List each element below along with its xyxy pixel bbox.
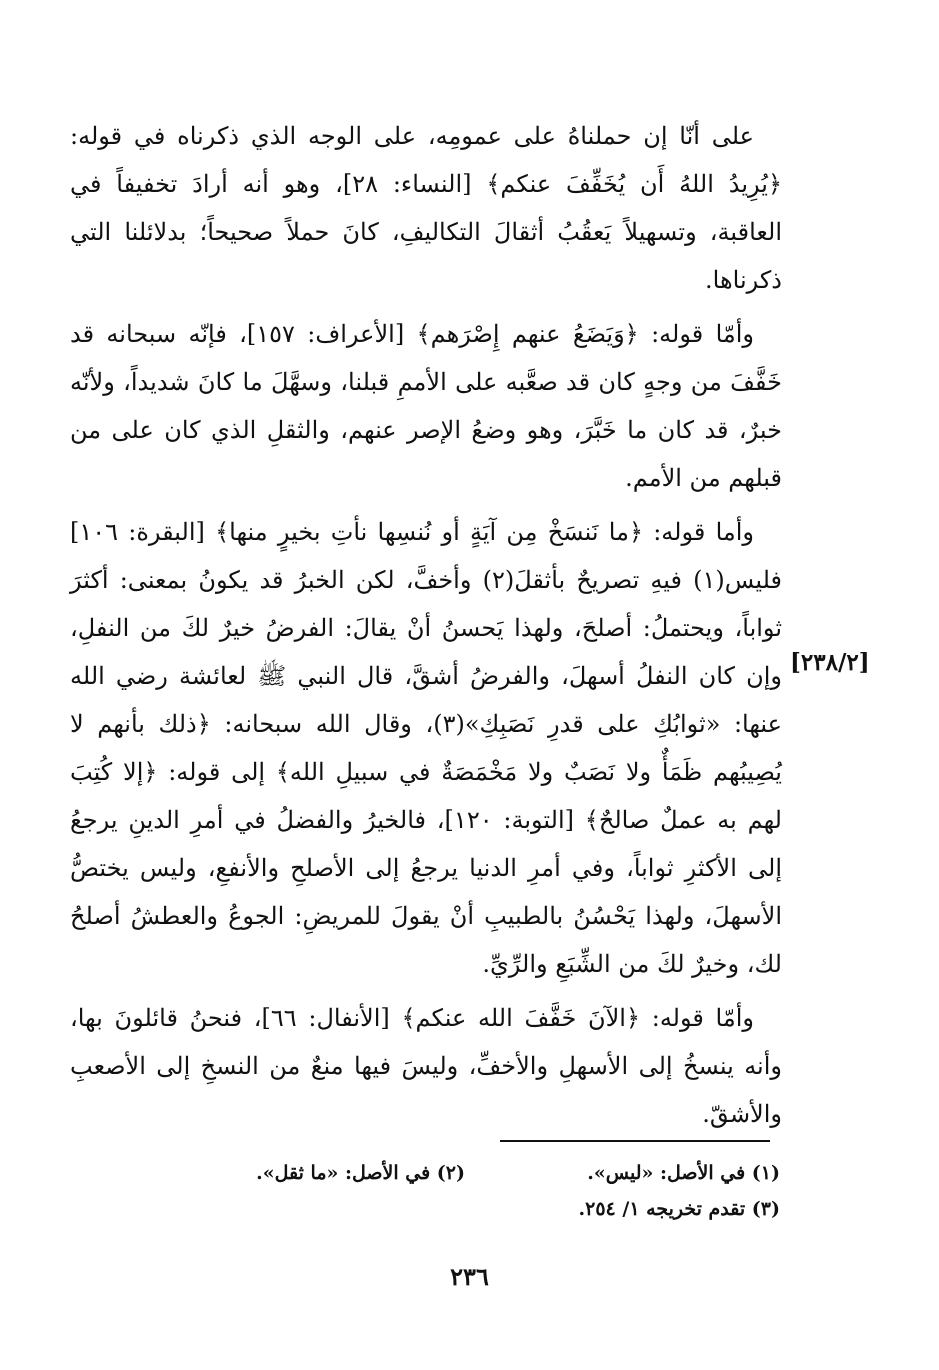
paragraph-3: وأما قوله: ﴿ما نَنسَخْ مِن آيَةٍ أو نُنسِها نأتِ بخيرٍ منها﴾ [البقرة: ١٠٦] فليس(١) فيهِ تصريحٌ بأثقلَ(٢) وأخفَّ، لكن الخبرُ قد يكونُ بمعنى: أكثرَ ثواباً، ويحتملُ: أصلحَ، ولهذا يَحسنُ أنْ يقالَ: الفرضُ خيرٌ لكَ من النفلِ، وإن كان النفلُ أسهلَ، والفرضُ أشقَّ، قال النبي ﷺ لعائشة رضي الله عنها: «ثوابُكِ على قدرِ نَصَبِكِ»(٣)، وقال الله سبحانه: ﴿ذلك بأنهم لا يُصِيبُهم ظَمَأٌ ولا نَصَبٌ ولا مَخْمَصَةٌ في سبيلِ الله﴾ إلى قوله: ﴿إلا كُتِبَ لهم به عملٌ صالحٌ﴾ [التوبة: ١٢٠]، فالخيرُ والفضلُ في أمرِ الدينِ يرجعُ إلى الأكثرِ ثواباً، وفي أمرِ الدنيا يرجعُ إلى الأصلحِ والأنفعِ، وليس يختصُّ الأسهلَ، ولهذا يَحْسُنُ بالطبيبِ أنْ يقولَ للمريضِ: الجوعُ والعطشُ أصلحُ لك، وخيرٌ لكَ من الشِّبَعِ والرِّيِّ. [70, 518, 783, 978]
paragraph-4: وأمّا قوله: ﴿الآنَ خَفَّفَ الله عنكم﴾ [الأنفال: ٦٦]، فنحنُ قائلونَ بها، وأنه ينسخُ إلى الأسهلِ والأخفِّ، وليسَ فيها منعٌ من النسخِ إلى الأصعبِ والأشقّ. [70, 1004, 782, 1128]
page-number: ٢٣٦ [450, 1262, 489, 1291]
footnotes [150, 1155, 780, 1227]
footnote-row [150, 1191, 780, 1227]
main-text [70, 112, 782, 1144]
footnote-2: (٢) في الأصل: «ما ثقل». [256, 1162, 465, 1184]
marginal-page-reference: [٢٣٨/٢] [790, 649, 870, 676]
paragraph-2: وأمّا قوله: ﴿وَيَضَعُ عنهم إِصْرَهم﴾ [الأعراف: ١٥٧]، فإنّه سبحانه قد خَفَّفَ من وجهٍ كان قد صعَّبه على الأممِ قبلنا، وسهَّلَ ما كانَ شديداً، ولأنّه خبرٌ، قد كان ما خَبَّرَ، وهو وضعُ الإصر عنهم، والثقلِ الذي كان على من قبلهم من الأمم. [70, 320, 782, 492]
footnote-3: (٣) تقدم تخريجه ١/ ٢٥٤. [578, 1198, 780, 1220]
footnote-row [150, 1155, 780, 1191]
footnote-divider [500, 1140, 770, 1142]
footnote-1: (١) في الأصل: «ليس». [587, 1162, 780, 1184]
paragraph-1: على أنّا إن حملناهُ على عمومِه، على الوجه الذي ذكرناه في قوله: ﴿يُرِيدُ اللهُ أَن يُخَفِّفَ عنكم﴾ [النساء: ٢٨]، وهو أنه أرادَ تخفيفاً في العاقبة، وتسهيلاً يَعقُبُ أثقالَ التكاليفِ، كانَ حملاً صحيحاً؛ بدلائلنا التي ذكرناها. [70, 122, 783, 294]
